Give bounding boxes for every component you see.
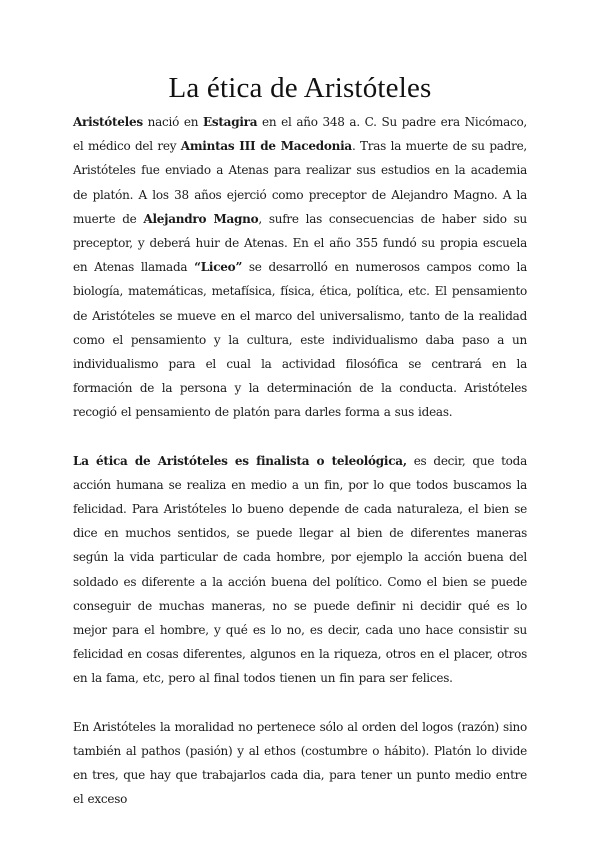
bold-text: “Liceo” <box>194 260 243 275</box>
paragraph-text: , sufre las consecuencias de haber sido su preceptor, y deberá huir de Atenas. En el año 355 fundó su propia escuela en Atenas llamada <box>73 211 528 275</box>
bold-text: Alejandro Magno <box>143 211 259 226</box>
paragraph-text: en el año 348 a. C. Su padre era Nicómaco, el médico del rey <box>73 115 527 154</box>
paragraph-text: se desarrolló en numerosos campos como la biología, matemáticas, metafísica, física, ética, política, etc. El pensamiento de Aristóteles se mueve en el marco del universalismo, tanto de la realidad como el pensamiento y la cultura, este individualismo daba paso a un individualismo para el cual la actividad filosófica se centrará en la formación de la persona y la determinación de la conducta. Aristóteles recogió el pensamiento de platón para darles forma a sus ideas. <box>73 260 527 420</box>
bold-text: Aristóteles <box>73 115 143 129</box>
paragraph-text: . Tras la muerte de su padre, Aristóteles fue enviado a Atenas para realizar sus estudios en la academia de platón. A los 38 años ejerció como preceptor de Alejandro Magno. A la muerte de <box>73 139 527 226</box>
paragraph-text: nació en <box>142 115 203 129</box>
paragraph-2 <box>73 449 527 691</box>
paragraph-3 <box>73 715 527 812</box>
bold-text: Amintas III de Macedonia <box>180 139 352 154</box>
document-title: La ética de Aristóteles <box>168 72 432 104</box>
paragraph-text: En Aristóteles la moralidad no pertenece sólo al orden del logos (razón) sino también al pathos (pasión) y al ethos (costumbre o hábito). Platón lo divide en tres, que hay que trabajarlos cada dia, para tener un punto medio entre el exceso <box>73 719 527 807</box>
bold-text: La ética de Aristóteles es finalista o teleológica, <box>73 453 407 468</box>
document-body <box>73 110 527 811</box>
bold-text: Estagira <box>202 115 258 129</box>
paragraph-text: es decir, que toda acción humana se realiza en medio a un fin, por lo que todos buscamos la felicidad. Para Aristóteles lo bueno depende de cada naturaleza, el bien se dice en muchos sentidos, se puede llegar al bien de diferentes maneras según la vida particular de cada hombre, por ejemplo la acción buena del soldado es diferente a la acción buena del político. Como el bien se puede conseguir de muchas maneras, no se puede definir ni decidir qué es lo mejor para el hombre, y qué es lo no, es decir, cada uno hace consistir su felicidad en cosas diferentes, algunos en la riqueza, otros en el placer, otros en la fama, etc, pero al final todos tienen un fin para ser felices. <box>73 453 527 686</box>
paragraph-1 <box>73 110 527 425</box>
